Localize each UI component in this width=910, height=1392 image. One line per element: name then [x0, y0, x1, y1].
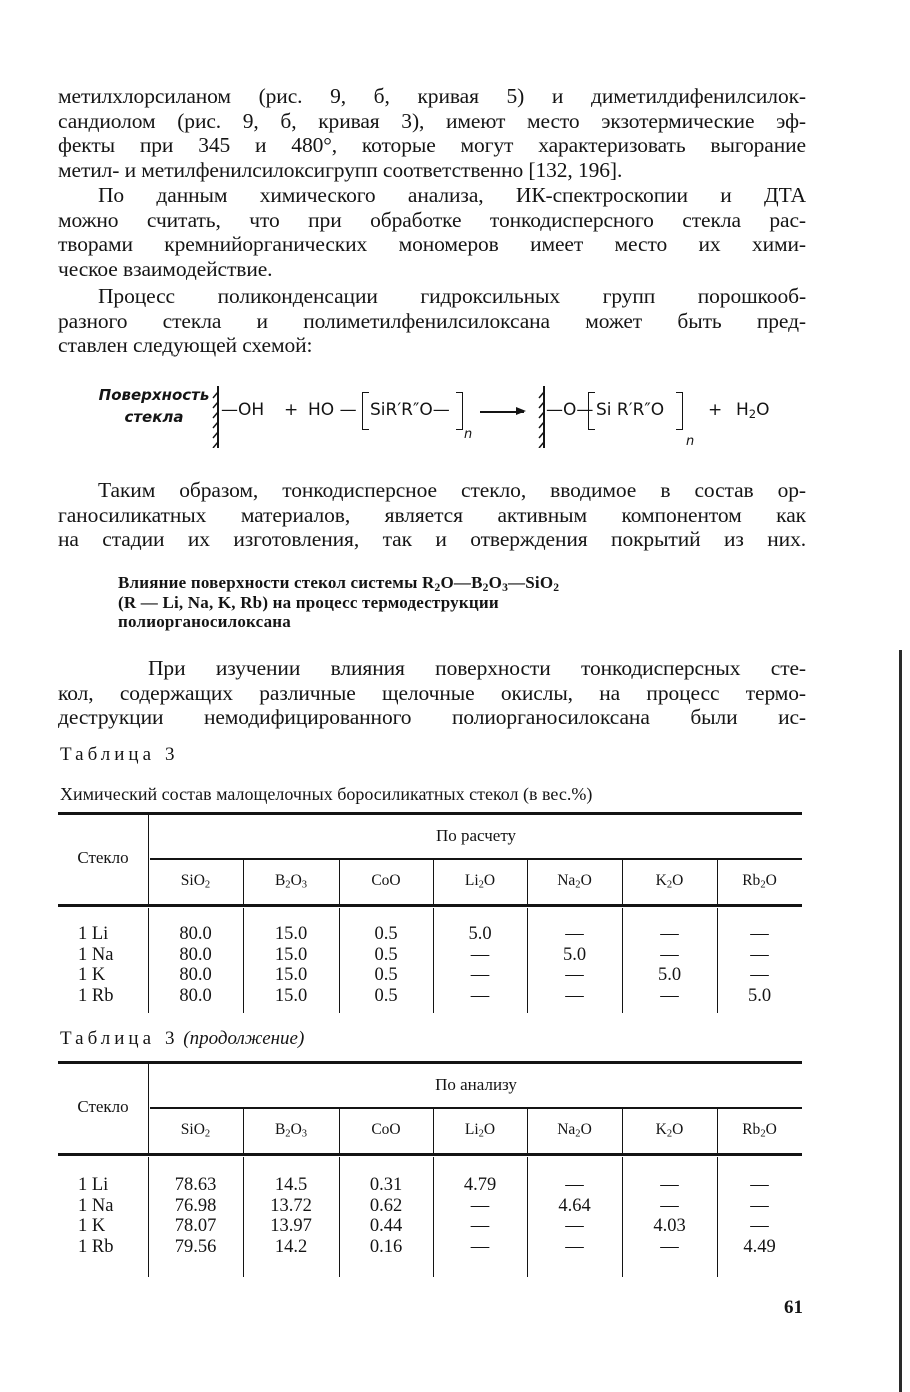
table-cell: —: [660, 1236, 679, 1257]
data-column: [339, 924, 433, 1006]
table-cell: 80.0: [179, 944, 212, 965]
table-cell: —: [565, 985, 584, 1006]
subscript-n: n: [464, 427, 473, 442]
table-cell: —: [565, 1236, 584, 1257]
table-cell: —: [565, 1216, 584, 1236]
table-cell: 80.0: [179, 965, 212, 985]
hydroxyl-group: —OH: [221, 400, 265, 420]
text-line: Таким образом, тонкодисперсное стекло, вводимое в состав ор-: [98, 478, 806, 502]
row-label: 1 K: [78, 1216, 106, 1236]
paragraph-5: [58, 656, 806, 730]
right-bracket: [456, 392, 463, 430]
table-cell: 13.97: [270, 1216, 312, 1236]
right-bracket: [676, 392, 683, 430]
column-header: $B_2O_3$: [274, 1121, 308, 1140]
table-cell: 0.16: [369, 1236, 403, 1257]
table-cell: —: [750, 1216, 769, 1236]
section-heading: [118, 573, 758, 632]
paragraph-2: [58, 183, 806, 281]
reagent-prefix: HO —: [308, 400, 357, 420]
group-header: По анализу: [435, 1075, 517, 1094]
reagent-unit: SiR′R″O—: [370, 400, 450, 420]
text-line: сандиолом (рис. 9, б, кривая 3), имеют место экзотермические эф-: [58, 108, 806, 133]
table-cell: 0.44: [369, 1216, 403, 1236]
table-cell: —: [750, 944, 769, 965]
column-header: $Rb_2O$: [742, 872, 777, 891]
row-label: 1 Li: [78, 924, 109, 944]
text-line: метил- и метилфенилсилоксигрупп соответственно [132, 196].: [58, 157, 623, 182]
table-cell: —: [750, 1175, 769, 1195]
row-labels: [78, 1175, 113, 1257]
table-cell: 0.5: [374, 924, 398, 944]
water-formula: $H_2O$: [736, 400, 770, 421]
product-prefix: —O—: [546, 400, 594, 420]
paragraph-1: [58, 84, 806, 182]
data-column: [527, 924, 622, 1006]
data-column: [433, 924, 527, 1006]
table-cell: —: [470, 1236, 490, 1257]
table-top-rule: [58, 812, 802, 815]
data-column: [717, 924, 802, 1006]
data-column: [622, 924, 717, 1006]
table-1: [58, 812, 802, 1017]
table-cell: 79.56: [174, 1236, 217, 1257]
column-header: SiO$_2$: [180, 872, 211, 891]
row-header: Стекло: [77, 1097, 129, 1116]
table-cell: 76.98: [174, 1195, 217, 1216]
data-column: [622, 1175, 717, 1257]
text-line: ганосиликатных материалов, является активным компонентом как: [58, 502, 806, 527]
column-header: CoO: [371, 1121, 401, 1138]
table-cell: 0.31: [369, 1175, 403, 1195]
text-line: разного стекла и полиметилфенилсилоксана может быть пред-: [58, 308, 806, 333]
row-label: 1 Na: [78, 944, 114, 965]
column-header: $Li_2O$: [464, 872, 496, 891]
table-cell: 5.0: [468, 924, 492, 944]
text-line: метилхлорсиланом (рис. 9, б, кривая 5) и диметилдифенилсилок-: [58, 84, 806, 108]
table-cell: 4.64: [558, 1195, 591, 1216]
page-edge-shadow: [899, 650, 902, 1392]
reaction-arrow-icon: [480, 411, 524, 413]
table-cell: 5.0: [562, 944, 587, 965]
data-column: [339, 1175, 433, 1257]
row-label: 1 Rb: [78, 1236, 114, 1257]
data-column: [433, 1175, 527, 1257]
group-header-rule: [150, 858, 802, 860]
text-line: можно считать, что при обработке тонкодисперсного стекла рас-: [58, 207, 806, 232]
table-cell: —: [470, 985, 490, 1006]
table-cell: 4.79: [463, 1175, 497, 1195]
table-cell: 78.07: [174, 1216, 217, 1236]
table-cell: —: [660, 1175, 679, 1195]
row-header: Стекло: [77, 848, 129, 867]
table-cell: —: [470, 965, 490, 985]
table-cell: 15.0: [274, 944, 308, 965]
table-cell: 4.49: [743, 1236, 776, 1257]
column-header: $Rb_2O$: [742, 1121, 777, 1140]
left-bracket: [362, 392, 369, 430]
table-cell: 5.0: [747, 985, 772, 1006]
row-labels: [78, 924, 113, 1006]
table-cell: —: [470, 944, 490, 965]
text-line: Процесс поликонденсации гидроксильных групп порошкооб-: [98, 284, 806, 308]
table-cell: —: [660, 985, 679, 1006]
text-line: По данным химического анализа, ИК-спектроскопии и ДТА: [98, 183, 806, 207]
formula-surface-label: Поверхность стекла: [98, 386, 210, 426]
table-cell: —: [750, 965, 769, 985]
row-label: 1 K: [78, 965, 106, 985]
left-bracket: [588, 392, 595, 430]
subscript-n: n: [686, 434, 695, 449]
column-header: $B_2O_3$: [274, 872, 308, 891]
text-line: ческое взаимодействие.: [58, 256, 273, 281]
column-header: $K_2O$: [655, 872, 684, 891]
heading-line-3: полиорганосилоксана: [118, 612, 291, 631]
table-cell: 80.0: [179, 985, 212, 1006]
data-column: [243, 1175, 339, 1257]
table-cell: —: [750, 1195, 769, 1216]
reaction-scheme: [96, 382, 796, 457]
header-bottom-rule: [58, 904, 802, 907]
column-header: $K_2O$: [655, 1121, 684, 1140]
column-header: SiO$_2$: [180, 1121, 211, 1140]
row-label: 1 Na: [78, 1195, 114, 1216]
table-cell: —: [565, 1175, 584, 1195]
table-cell: —: [565, 965, 584, 985]
table-cell: 4.03: [653, 1216, 686, 1236]
table-cell: 15.0: [274, 985, 308, 1006]
table-cell: 15.0: [274, 965, 308, 985]
text-line: кол, содержащих различные щелочные окислы, на процесс термо-: [58, 680, 806, 705]
text-line: фекты при 345 и 480°, которые могут характеризовать выгорание: [58, 133, 806, 158]
plus-sign: +: [708, 400, 723, 420]
data-column: [243, 924, 339, 1006]
table-1-caption: Таблица 3: [60, 744, 175, 765]
header-bottom-rule: [58, 1153, 802, 1156]
table-cell: —: [470, 1195, 490, 1216]
table-cell: —: [660, 1195, 679, 1216]
paragraph-4: [58, 478, 806, 552]
column-header: $Li_2O$: [464, 1121, 496, 1140]
page-number: 61: [784, 1297, 803, 1318]
data-column: [148, 1175, 243, 1257]
table-cell: —: [565, 924, 584, 944]
table-cell: —: [470, 1216, 490, 1236]
table-cell: 14.2: [274, 1236, 308, 1257]
column-header: $Na_2O$: [557, 872, 592, 891]
data-column: [148, 924, 243, 1006]
table-top-rule: [58, 1061, 802, 1064]
paragraph-3: [58, 284, 806, 358]
text-line: на стадии их изготовления, так и отверждения покрытий из них.: [58, 527, 806, 552]
table-cell: 14.5: [274, 1175, 308, 1195]
table-cell: 0.5: [374, 944, 398, 965]
data-column: [527, 1175, 622, 1257]
table-cell: 0.5: [374, 965, 398, 985]
heading-line-1: Влияние поверхности стекол системы $R_2O—B_2O_3—SiO_2$: [118, 573, 560, 594]
table-cell: 78.63: [174, 1175, 217, 1195]
table-1-description: Химический состав малощелочных боросиликатных стекол (в вес.%): [60, 784, 593, 804]
plus-sign: +: [284, 400, 299, 420]
table-cell: 15.0: [274, 924, 308, 944]
row-label: 1 Rb: [78, 985, 114, 1006]
table-cell: 0.5: [374, 985, 398, 1006]
heading-line-2: (R — Li, Na, K, Rb) на процесс термодеструкции: [118, 592, 499, 612]
table-cell: 0.62: [369, 1195, 403, 1216]
table-2: [58, 1061, 802, 1281]
group-header-rule: [150, 1107, 802, 1109]
text-line: деструкции немодифицированного полиорганосилоксана были ис-: [58, 705, 806, 730]
table-cell: 5.0: [657, 965, 682, 985]
table-cell: 80.0: [179, 924, 212, 944]
product-unit: Si R′R″O: [596, 400, 665, 420]
text-line: творами кремнийорганических мономеров имеет место их хими-: [58, 232, 806, 257]
table-cell: 13.72: [270, 1195, 312, 1216]
table-cell: —: [660, 924, 679, 944]
table-cell: —: [750, 924, 769, 944]
column-header: $Na_2O$: [557, 1121, 592, 1140]
row-label: 1 Li: [78, 1175, 109, 1195]
group-header: По расчету: [435, 826, 517, 845]
column-header: CoO: [371, 872, 401, 889]
data-column: [717, 1175, 802, 1257]
text-line: При изучении влияния поверхности тонкодисперсных сте-: [148, 656, 806, 680]
text-line: ставлен следующей схемой:: [58, 333, 313, 358]
table-2-caption: Таблица 3 (продолжение): [60, 1028, 305, 1049]
table-cell: —: [660, 944, 679, 965]
